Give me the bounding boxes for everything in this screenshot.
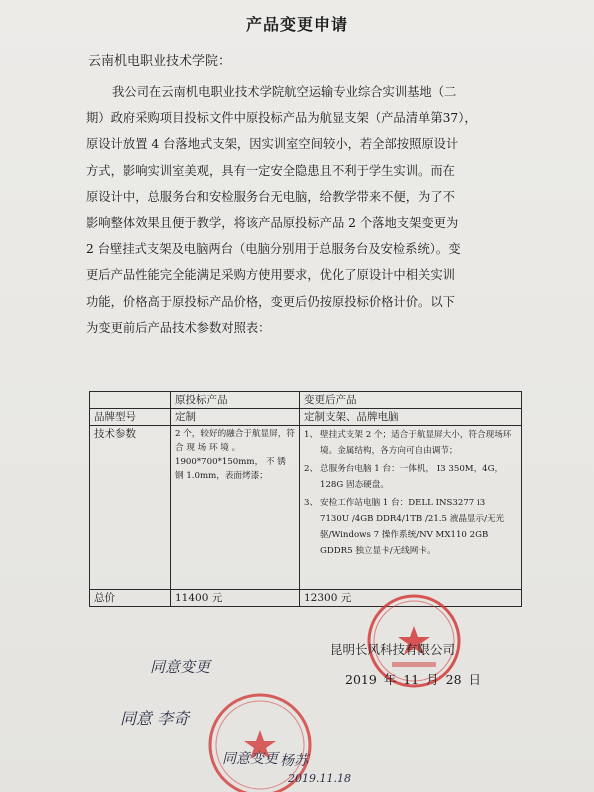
list-item: 1、 壁挂式支架 2 个；适合于航显屏大小，符合现场环境。金属结构，各方向可自由调节； bbox=[304, 430, 512, 456]
body-line: 期）政府采购项目投标文件中原投标产品为航显支架（产品清单第37）， bbox=[86, 111, 477, 126]
total-before: 11400 元 bbox=[171, 590, 300, 607]
body-line: 影响整体效果且便于教学，将该产品原投标产品 2 个落地支架变更为 bbox=[86, 216, 459, 231]
body-line: 方式，影响实训室美观，具有一定安全隐患且不利于学生实训。而在 bbox=[86, 163, 455, 178]
params-before: 2 个，较好的融合于航显屏，符 合 现 场 环 境 。1900*700*150mm， 不 锈 钢 1.0mm，表面烤漆； bbox=[171, 426, 300, 590]
row-label-brand: 品牌型号 bbox=[90, 409, 171, 426]
total-after: 12300 元 bbox=[300, 590, 522, 607]
list-item: 3、 安检工作站电脑 1 台：DELL INS3277 i3 7130U /4GB DDR4/1TB /21.5 液晶显示/无光驱/Windows 7 操作系统/NV MX110 2GB GDDR5 独立显卡/无线网卡。 bbox=[304, 498, 505, 556]
handwritten-signature-2: 杨苏 bbox=[280, 753, 308, 769]
params-after-list bbox=[304, 427, 517, 559]
recipient-line: 云南机电职业技术学院： bbox=[88, 54, 232, 69]
handwritten-approval-2: 同意变更 bbox=[222, 751, 278, 767]
table-cell-empty bbox=[90, 392, 171, 409]
params-after bbox=[300, 426, 522, 590]
body-line: 原设计放置 4 台落地式支架，因实训室空间较小，若全部按照原设计 bbox=[86, 137, 459, 152]
company-name: 昆明长风科技有限公司 bbox=[330, 642, 456, 657]
brand-after: 定制支架、品牌电脑 bbox=[300, 409, 522, 426]
header-after: 变更后产品 bbox=[300, 392, 522, 409]
row-label-total: 总价 bbox=[90, 590, 171, 607]
body-line: 原设计中，总服务台和安检服务台无电脑，给教学带来不便，为了不 bbox=[86, 189, 455, 204]
body-paragraph bbox=[86, 79, 524, 341]
table-header-row bbox=[90, 392, 522, 409]
comparison-table bbox=[89, 391, 522, 607]
list-item: 2、 总服务台电脑 1 台：一体机， I3 350M，4G，128G 固态硬盘。 bbox=[304, 464, 504, 490]
body-line: 2 台壁挂式支架及电脑两台（电脑分别用于总服务台及安检系统）。变 bbox=[86, 242, 461, 257]
body-line: 更后产品性能完全能满足采购方使用要求，优化了原设计中相关实训 bbox=[86, 268, 455, 283]
body-line: 为变更前后产品技术参数对照表： bbox=[86, 320, 271, 335]
document-date: 2019 年 11 月 28 日 bbox=[345, 672, 481, 687]
body-line: 功能，价格高于原投标产品价格，变更后仍按原投标价格计价。以下 bbox=[86, 294, 455, 309]
table-row bbox=[90, 409, 522, 426]
table-row bbox=[90, 426, 522, 590]
body-line: 我公司在云南机电职业技术学院航空运输专业综合实训基地（二 bbox=[112, 85, 457, 99]
handwritten-signature-1: 同意 李奇 bbox=[120, 709, 190, 728]
handwritten-date: 2019.11.18 bbox=[288, 772, 351, 785]
row-label-params: 技术参数 bbox=[90, 426, 171, 590]
document-title: 产品变更申请 bbox=[245, 15, 348, 34]
handwritten-approval-1: 同意变更 bbox=[150, 658, 211, 676]
header-before: 原投标产品 bbox=[171, 392, 300, 409]
brand-before: 定制 bbox=[171, 409, 300, 426]
